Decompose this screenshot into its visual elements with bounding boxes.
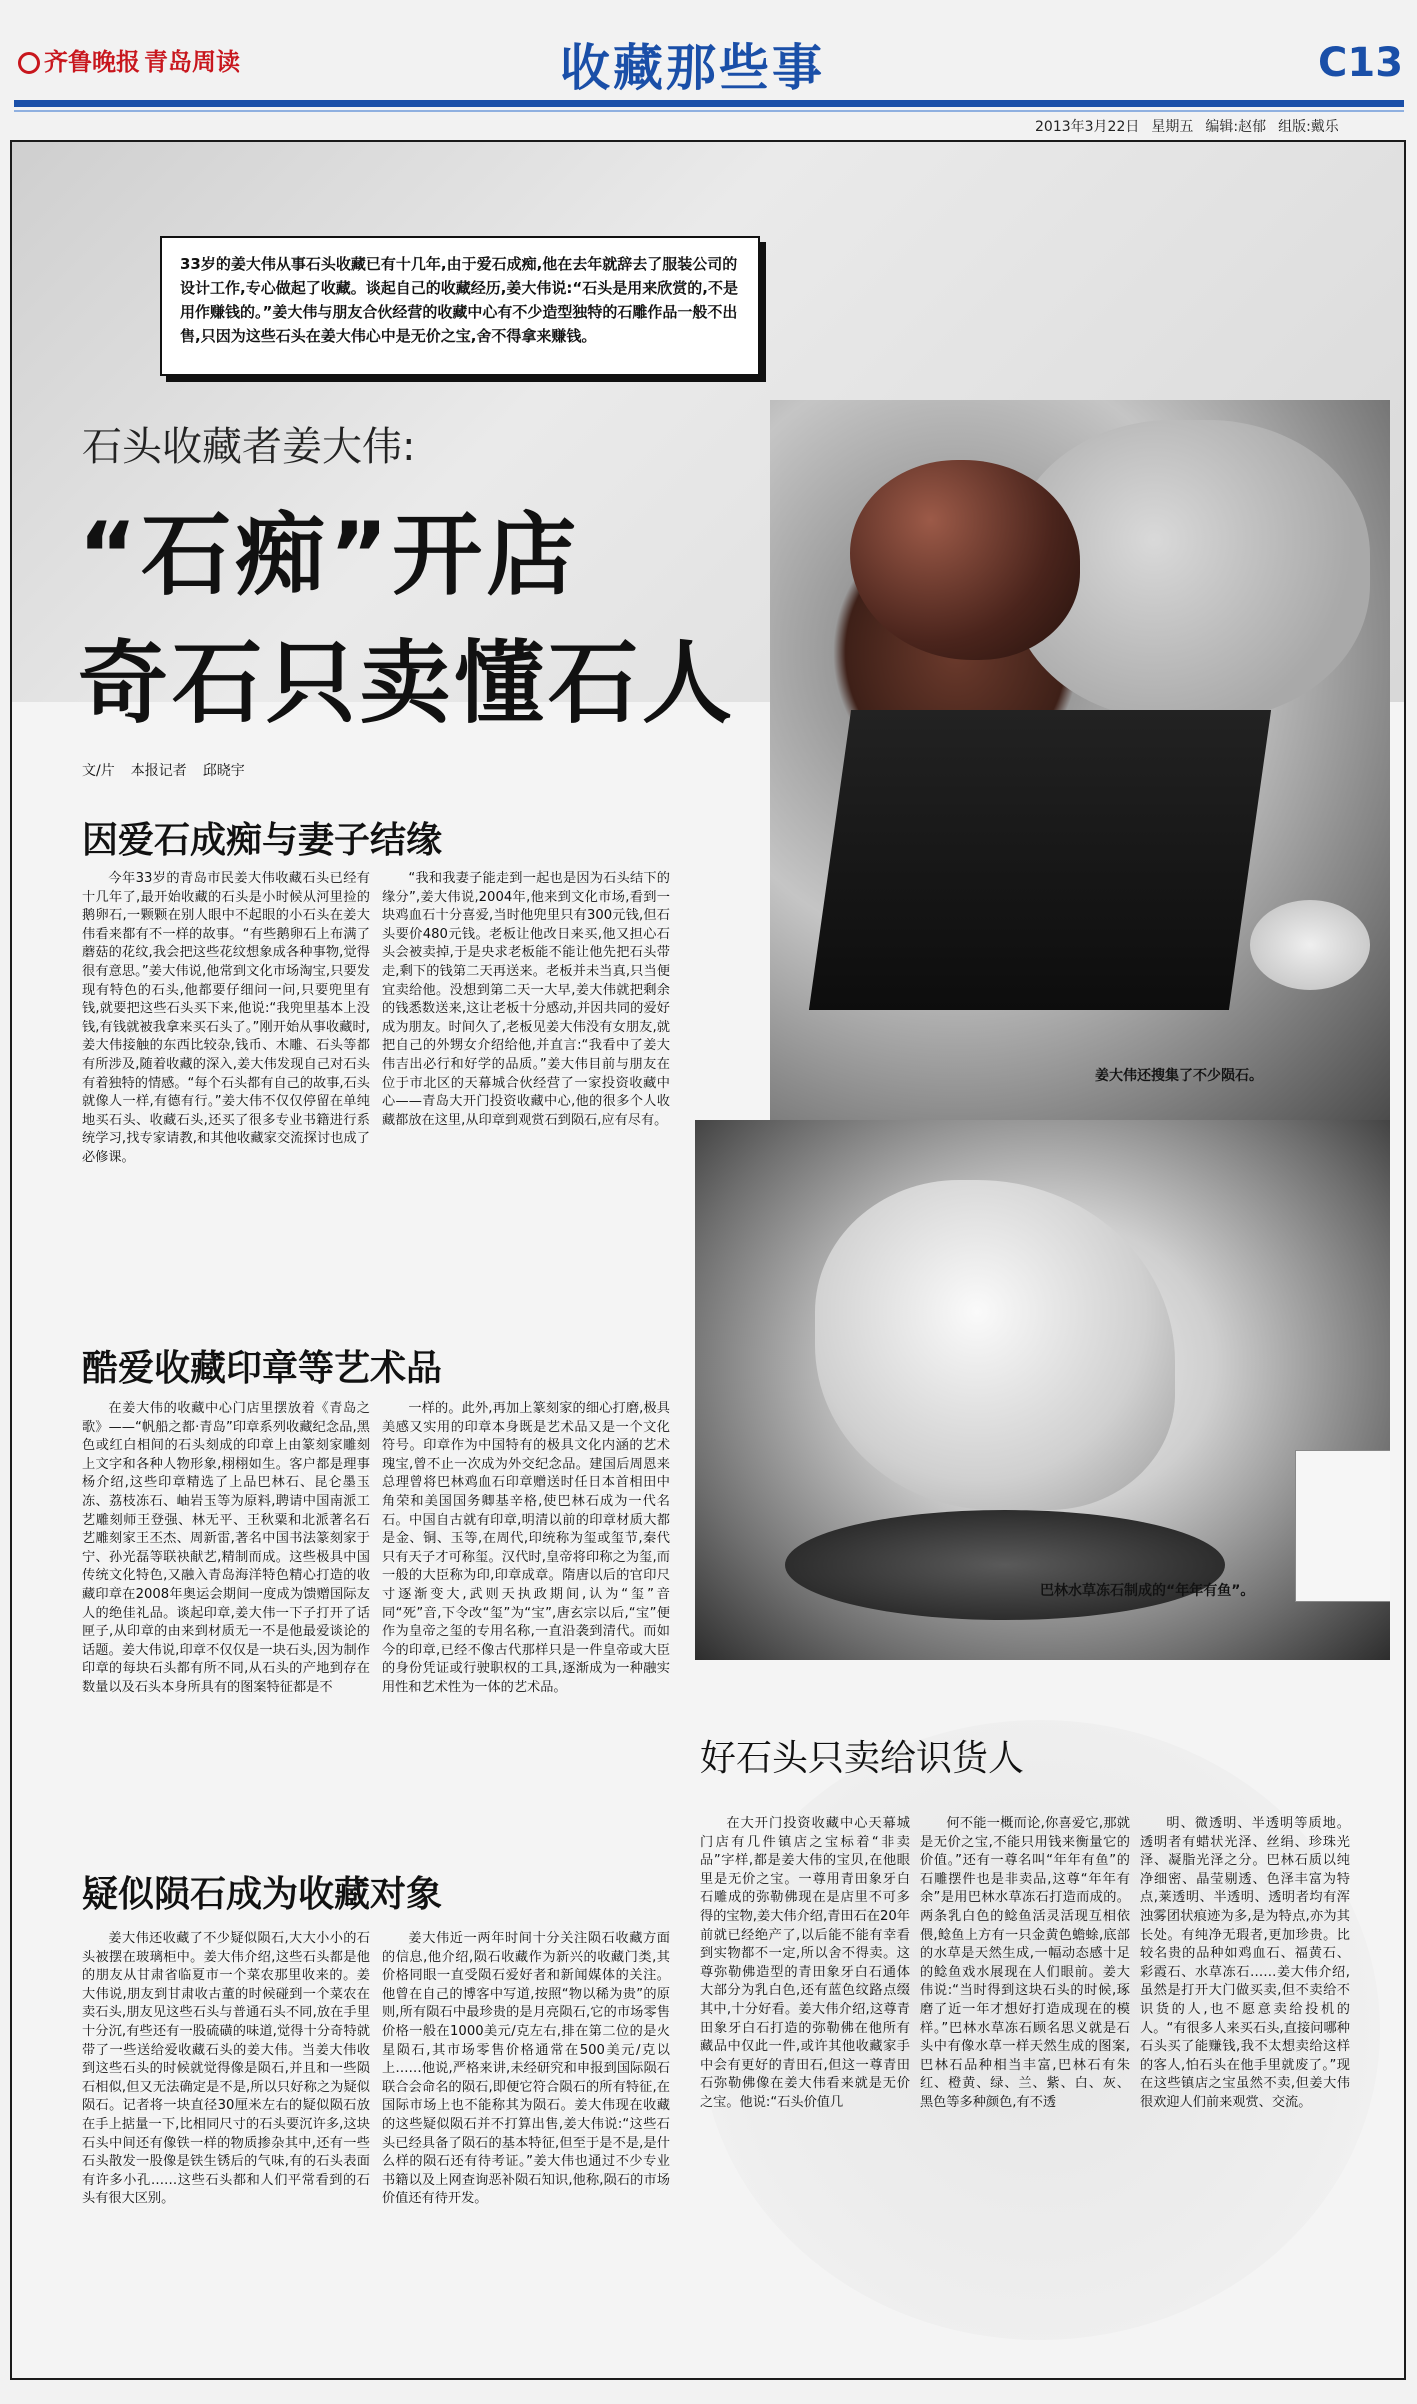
intro-box: 33岁的姜大伟从事石头收藏已有十几年,由于爱石成痴,他在去年就辞去了服装公司的设计工作,专心做起了收藏。谈起自己的收藏经历,姜大伟说:“石头是用来欣赏的,不是用作赚钱的。”姜大伟与朋友合伙经营的收藏中心有不少造型独特的石雕作品一般不出售,只因为这些石头在姜大伟心中是无价之宝,舍不得拿来赚钱。 bbox=[160, 236, 760, 376]
section-4-col-3-text: 明、微透明、半透明等质地。透明者有蜡状光泽、丝绢、珍珠光泽、凝脂光泽之分。巴林石质以纯净细密、晶莹剔透、色泽丰富为特点,莱透明、半透明、透明者均有浑浊雾团状痕迹为多,是为特点,亦为其长处。有纯净无瑕者,更加珍贵。比较名贵的品种如鸡血石、福黄石、彩霞石、水草冻石……姜大伟介绍,虽然是打开大门做买卖,但不卖给不识货的人,也不愿意卖给投机的人。“有很多人来买石头,直接问哪种石头买了能赚钱,我不太想卖给这样的客人,怕石头在他手里就废了。”现在这些镇店之宝虽然不卖,但姜大伟很欢迎人们前来观赏、交流。 bbox=[1140, 1816, 1350, 2110]
newspaper-logo bbox=[18, 42, 240, 77]
section-4-col-2 bbox=[920, 1815, 1130, 2373]
header-rule bbox=[14, 100, 1404, 107]
issue-weekday: 星期五 bbox=[1151, 119, 1194, 135]
section-3-col-1-text: 姜大伟还收藏了不少疑似陨石,大大小小的石头被摆在玻璃柜中。姜大伟介绍,这些石头都是他的朋友从甘肃省临夏市一个菜农那里收来的。姜大伟说,朋友到甘肃收古董的时候碰到一个菜农在卖石头,朋友见这些石头与普通石头不同,放在手里十分沉,有些还有一股硫磺的味道,觉得十分奇特就带了一些送给爱收藏石头的姜大伟。当姜大伟收到这些石头的时候就觉得像是陨石,并且和一些陨石相似,但又无法确定是不是,所以只好称之为疑似陨石。记者将一块直径30厘米左右的疑似陨石放在手上掂量一下,比相同尺寸的石头要沉许多,这块石头中间还有像铁一样的物质掺杂其中,还有一些石头散发一股像是铁生锈后的气味,有的石头表面有许多小孔……这些石头都和人们平常看到的石头有很大区别。 bbox=[82, 1931, 370, 2207]
subhead-3: 疑似陨石成为收藏对象 bbox=[82, 1874, 443, 1915]
photo-stone-in-hand bbox=[770, 400, 1390, 1122]
header-rule-thin bbox=[14, 110, 1404, 112]
issue-meta bbox=[1035, 116, 1351, 136]
subhead-4: 好石头只卖给识货人 bbox=[700, 1738, 1025, 1779]
byline bbox=[82, 760, 261, 780]
section-3-col-2-text: 姜大伟近一两年时间十分关注陨石收藏方面的信息,他介绍,陨石收藏作为新兴的收藏门类,其价格同眼一直受陨石爱好者和新闻媒体的关注。他曾在自己的博客中写道,按照“物以稀为贵”的原则,所有陨石中最珍贵的是月亮陨石,它的市场零售价格一般在1000美元/克左右,排在第二位的是火星陨石,其市场零售价格通常在500美元/克以上……他说,严格来讲,未经研究和申报到国际陨石联合会命名的陨石,即便它符合陨石的所有特征,在国际市场上也不能称其为陨石。姜大伟现在收藏的这些疑似陨石并不打算出售,姜大伟说:“这些石头已经具备了陨石的基本特征,但至于是不是,是什么样的陨石还有待考证。”姜大伟也通过不少专业书籍以及上网查询恶补陨石知识,他称,陨石的市场价值还有待开发。 bbox=[382, 1931, 670, 2207]
carving-base-shape bbox=[785, 1510, 1225, 1620]
section-3-col-2 bbox=[382, 1930, 670, 2374]
carving-shape bbox=[815, 1180, 1175, 1510]
section-2-col-2-text: 一样的。此外,再加上篆刻家的细心打磨,极具美感又实用的印章本身既是艺术品又是一个文化符号。印章作为中国特有的极具文化内涵的艺术瑰宝,曾不止一次成为外交纪念品。建国后周恩来总理曾将巴林鸡血石印章赠送时任日本首相田中角荣和美国国务卿基辛格,使巴林石成为一代名石。中国自古就有印章,明清以前的印章材质大都是金、铜、玉等,在周代,印统称为玺或玺节,秦代只有天子才可称玺。汉代时,皇帝将印称之为玺,而一般的大臣称为印,印章成章。隋唐以后的官印尺寸逐渐变大,武则天执政期间,认为“玺”音同“死”音,下令改“玺”为“宝”,唐玄宗以后,“宝”便作为皇帝之玺的专用名称,一直沿袭到清代。而如今的印章,已经不像古代那样只是一件皇帝或大臣的身份凭证或行驶职权的工具,逐渐成为一种融实用性和艺术性为一体的艺术品。 bbox=[382, 1401, 670, 1695]
section-2-col-2 bbox=[382, 1400, 670, 1832]
meteorite-shape bbox=[1250, 900, 1370, 990]
issue-editor: 编辑:赵郁 bbox=[1205, 119, 1267, 135]
section-4-col-2-text: 何不能一概而论,你喜爱它,那就是无价之宝,不能只用钱来衡量它的价值。”还有一尊名叫“年年有鱼”的石雕摆件也是非卖品,这尊“年年有余”是用巴林水草冻石打造而成的。两条乳白色的鲶鱼活灵活现互相依偎,鲶鱼上方有一只金黄色蟾蜍,底部的水草是天然生成,一幅动态感十足的鲶鱼戏水展现在人们眼前。姜大伟说:“当时得到这块石头的时候,琢磨了近一年才想好打造成现在的模样。”巴林水草冻石顾名思义就是石头中有像水草一样天然生成的图案,巴林石品种相当丰富,巴林石有朱红、橙黄、绿、兰、紫、白、灰、黑色等多种颜色,有不透 bbox=[920, 1816, 1130, 2110]
sun-logo-icon bbox=[18, 52, 40, 74]
section-2-col-1-text: 在姜大伟的收藏中心门店里摆放着《青岛之歌》——“帆船之都·青岛”印章系列收藏纪念品,黑色或红白相间的石头刻成的印章上由篆刻家雕刻上文字和各种人物形象,栩栩如生。客户都是理事杨介绍,这些印章精选了上品巴林石、昆仑墨玉冻、荔枝冻石、岫岩玉等为原料,聘请中国南派工艺雕刻师王登强、林无平、王秋粟和北派著名石艺雕刻家王丕杰、周新雷,著名中国书法篆刻家于宁、孙光磊等联袂献艺,精制而成。这些极具中国传统文化特色,又融入青岛海洋特色精心打造的收藏印章在2008年奥运会期间一度成为馈赠国际友人的绝佳礼品。谈起印章,姜大伟一下子打开了话匣子,从印章的由来到材质无一不是他最爱谈论的话题。姜大伟说,印章不仅仅是一块石头,因为制作印章的每块石头都有所不同,从石头的产地到存在数量以及石头本身所具有的图案特征都是不 bbox=[82, 1401, 370, 1695]
section-4-col-3 bbox=[1140, 1815, 1350, 2373]
byline-reporter: 邱晓宇 bbox=[202, 763, 245, 779]
section-1-col-1 bbox=[82, 870, 370, 1332]
byline-label: 文/片 bbox=[82, 763, 115, 779]
issue-layout: 组版:戴乐 bbox=[1278, 119, 1339, 135]
section-1-col-2-text: “我和我妻子能走到一起也是因为石头结下的缘分”,姜大伟说,2004年,他来到文化市场,看到一块鸡血石十分喜爱,当时他兜里只有300元钱,但石头要价480元钱。老板让他改日来买,他又担心石头会被卖掉,于是央求老板能不能让他先把石头带走,剩下的钱第二天再送来。老板并未当真,只当便宜卖给他。没想到第二天一大早,姜大伟就把剩余的钱悉数送来,这让老板十分感动,并因共同的爱好成为朋友。时间久了,老板见姜大伟没有女朋友,就把自己的外甥女介绍给他,并直言:“我看中了姜大伟吉出必行和好学的品质。”姜大伟目前与朋友在位于市北区的天幕城合伙经营了一家投资收藏中心——青岛大开门投资收藏中心,他的很多个人收藏都放在这里,从印章到观赏石到陨石,应有尽有。 bbox=[382, 871, 670, 1128]
edition-name: 青岛周读 bbox=[144, 48, 240, 76]
section-4-col-1-text: 在大开门投资收藏中心天幕城门店有几件镇店之宝标着“非卖品”字样,都是姜大伟的宝贝,在他眼里是无价之宝。一尊用青田象牙白石雕成的弥勒佛现在是店里不可多得的宝物,姜大伟介绍,青田石在20年前就已经绝产了,以后能不能有幸看到实物都不一定,所以舍不得卖。这尊弥勒佛造型的青田象牙白石通体大部分为乳白色,还有蓝色纹路点缀其中,十分好看。姜大伟介绍,这尊青田象牙白石打造的弥勒佛在他所有藏品中仅此一件,或许其他收藏家手中会有更好的青田石,但这一尊青田石弥勒佛像在姜大伟看来就是无价之宝。他说:“石头价值几 bbox=[700, 1816, 910, 2110]
section-2-col-1 bbox=[82, 1400, 370, 1832]
stone-shape bbox=[850, 460, 1080, 660]
headline-kicker: 石头收藏者姜大伟: bbox=[82, 424, 416, 470]
headline-line-1: “石痴”开店 bbox=[78, 503, 581, 608]
page-number: C13 bbox=[1318, 40, 1404, 86]
brand-name: 齐鲁晚报 bbox=[44, 48, 140, 76]
photo-caption-2: 巴林水草冻石制成的“年年有鱼”。 bbox=[1040, 1583, 1255, 1599]
section-1-col-2 bbox=[382, 870, 670, 1332]
section-1-col-1-text: 今年33岁的青岛市民姜大伟收藏石头已经有十几年了,最开始收藏的石头是小时候从河里捡的鹅卵石,一颗颗在别人眼中不起眼的小石头在姜大伟看来都有不一样的故事。“有些鹅卵石上布满了蘑菇的花纹,我会把这些花纹想象成各种事物,觉得很有意思。”姜大伟说,他常到文化市场淘宝,只要发现有特色的石头,他都要仔细问一问,只要兜里有钱,就要把这些石头买下来,他说:“我兜里基本上没钱,有钱就被我拿来买石头了。”刚开始从事收藏时,姜大伟接触的东西比较杂,钱币、木雕、石头等都有所涉及,随着收藏的深入,姜大伟发现自己对石头有着独特的情感。“每个石头都有自己的故事,石头就像人一样,有德有行。”姜大伟不仅仅停留在单纯地买石头、收藏石头,还买了很多专业书籍进行系统学习,找专家请教,和其他收藏家交流探讨也成了必修课。 bbox=[82, 871, 370, 1165]
headline-line-2: 奇石只卖懂石人 bbox=[78, 631, 736, 736]
section-4-col-1 bbox=[700, 1815, 910, 2373]
section-3-col-1 bbox=[82, 1930, 370, 2374]
subhead-2: 酷爱收藏印章等艺术品 bbox=[82, 1348, 443, 1389]
display-box-shape bbox=[809, 710, 1271, 1010]
subhead-1: 因爱石成痴与妻子结缘 bbox=[82, 820, 443, 861]
label-card-shape bbox=[1295, 1450, 1390, 1602]
section-title: 收藏那些事 bbox=[560, 39, 825, 97]
photo-caption-1: 姜大伟还搜集了不少陨石。 bbox=[1095, 1068, 1263, 1084]
issue-date: 2013年3月22日 bbox=[1035, 119, 1140, 135]
byline-reporter-label: 本报记者 bbox=[130, 763, 187, 779]
photo-carving bbox=[695, 1120, 1390, 1660]
